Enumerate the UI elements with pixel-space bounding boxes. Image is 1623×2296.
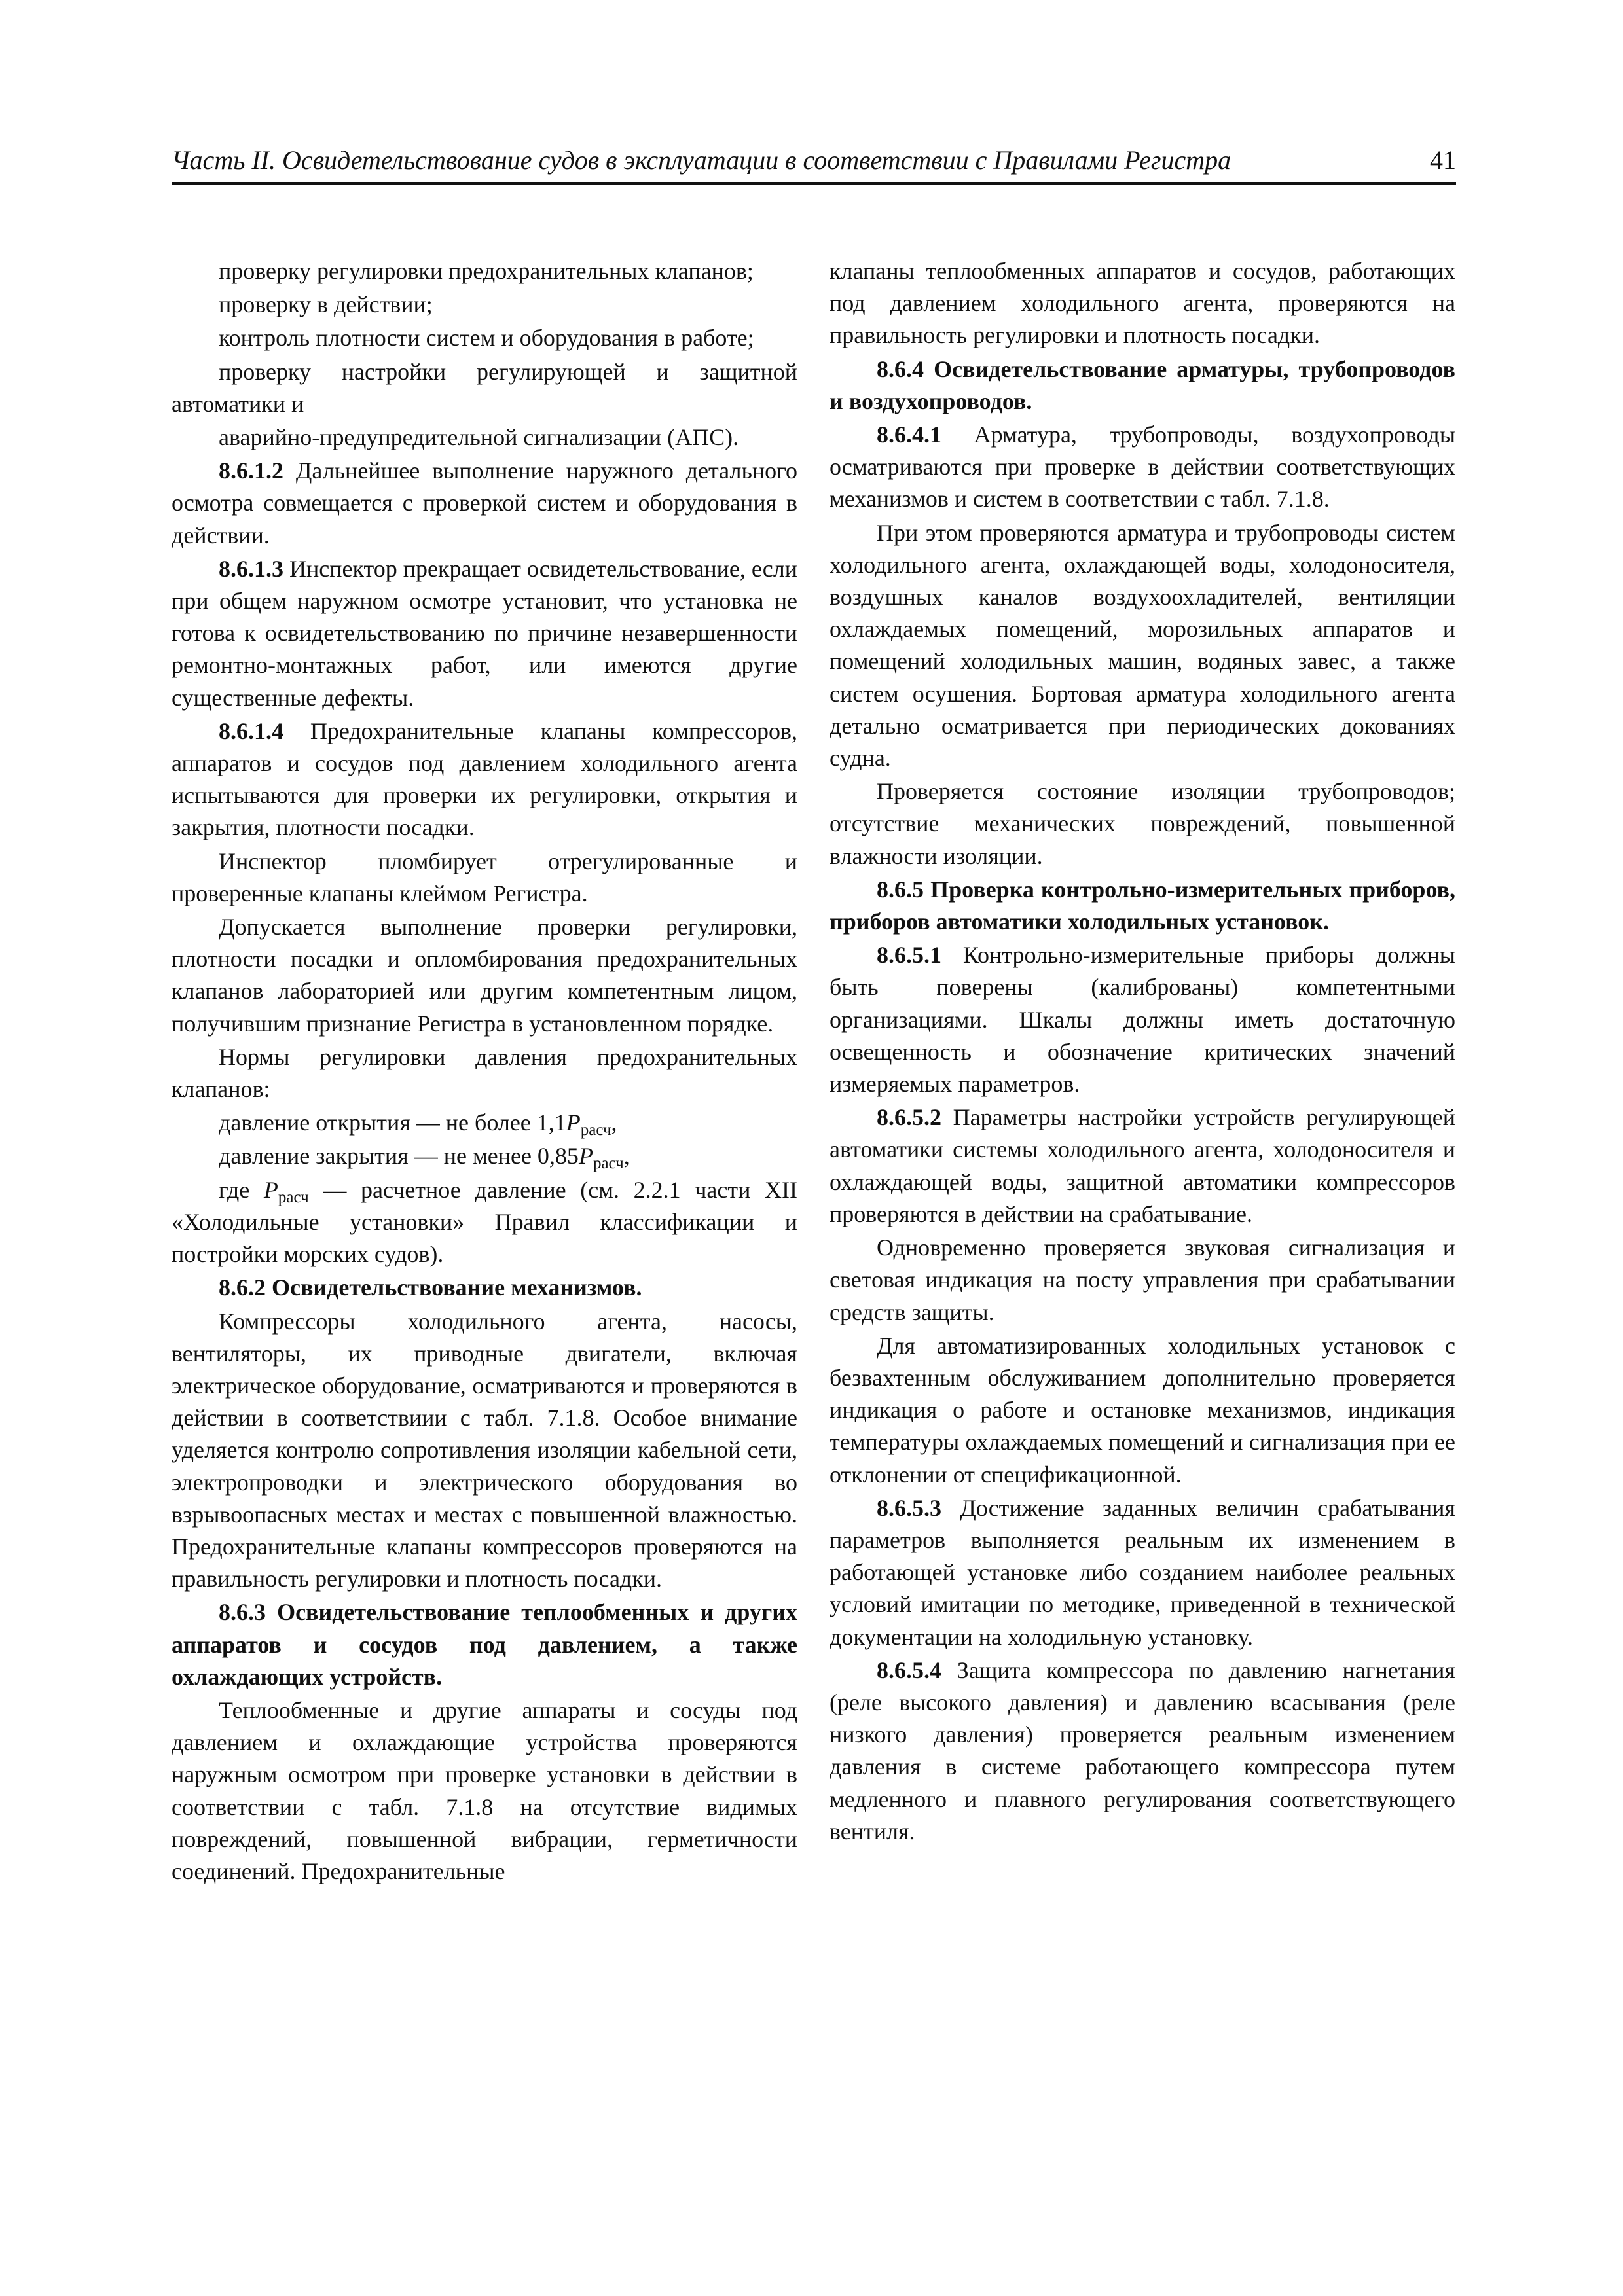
section-heading-8-6-2: 8.6.2 Освидетельствование механизмов. xyxy=(219,1274,642,1301)
page-number: 41 xyxy=(1430,145,1456,175)
clause-text: Защита компрессора по давлению нагнетания (реле высокого давления) и давлению всасывания (реле низкого давления) проверяется реальным изменением давления в системе работающего компрессора путем медленного и плавного регулирования соответствующего вентиля. xyxy=(830,1657,1455,1844)
clause-number: 8.6.1.2 xyxy=(219,457,283,484)
running-header xyxy=(172,139,1456,185)
clause-number: 8.6.1.3 xyxy=(219,555,283,582)
clause-text: Достижение заданных величин срабатывания параметров выполняется реальным их изменением в работающей установке либо созданием наиболее реальных условий имитации по методике, приведенной в технической документации на холодильную установку. xyxy=(830,1494,1455,1650)
paragraph: Одновременно проверяется звуковая сигнализация и световая индикация на посту управления при срабатывании средств защиты. xyxy=(830,1234,1455,1325)
paragraph: Инспектор пломбирует отрегулированные и проверенные клапаны клеймом Регистра. xyxy=(172,848,797,906)
clause-8-6-5-4 xyxy=(830,1655,1455,1848)
paragraph: проверку регулировки предохранительных клапанов; xyxy=(219,258,754,284)
clause-number: 8.6.5.2 xyxy=(877,1104,941,1131)
section-heading-8-6-4: 8.6.4 Освидетельствование арматуры, трубопроводов и воздухопроводов. xyxy=(830,355,1455,414)
clause-text: Параметры настройки устройств регулирующей автоматики системы холодильного агента, холодоносителя и охлаждающей воды, защитной автоматики компрессоров проверяются в действии на срабатывание. xyxy=(830,1104,1455,1227)
clause-number: 8.6.5.4 xyxy=(877,1657,941,1683)
left-column xyxy=(172,255,797,1889)
clause-text: Арматура, трубопроводы, воздухопроводы осматриваются при проверке в действии соответствующих механизмов и систем в соответствии с табл. 7.1.8. xyxy=(830,422,1455,512)
section-heading-8-6-3: 8.6.3 Освидетельствование теплообменных и других аппаратов и сосудов под давлением, а также охлаждающих устройств. xyxy=(172,1599,797,1690)
paragraph: Нормы регулировки давления предохранительных клапанов: xyxy=(172,1043,797,1103)
running-title: Часть II. Освидетельствование судов в эксплуатации в соответствии с Правилами Регистра xyxy=(172,145,1231,175)
clause-text: Дальнейшее выполнение наружного детального осмотра совмещается с проверкой систем и оборудования в действии. xyxy=(172,457,797,548)
close-pressure-line: давление закрытия — не менее $0,85P_{расч}$, xyxy=(219,1143,630,1173)
paragraph: контроль плотности систем и оборудования в работе; xyxy=(219,325,754,351)
paragraph: проверку в действии; xyxy=(219,291,433,318)
paragraph: Допускается выполнение проверки регулировки, плотности посадки и опломбирования предохранительных клапанов лабораторией или другим компетентным лицом, получившим признание Регистра в установленном порядке. xyxy=(172,914,797,1037)
clause-number: 8.6.1.4 xyxy=(219,717,283,744)
paragraph: аварийно-предупредительной сигнализации (АПС). xyxy=(219,424,739,451)
clause-text: Предохранительные клапаны компрессоров, аппаратов и сосудов под давлением холодильного агента испытываются для проверки их регулировки, открытия и закрытия, плотности посадки. xyxy=(172,717,797,841)
clause-8-6-5-3 xyxy=(830,1492,1455,1653)
clause-8-6-4-1 xyxy=(830,419,1455,516)
clause-number: 8.6.5.3 xyxy=(877,1494,941,1521)
clause-text: Контрольно-измерительные приборы должны быть поверены (калиброваны) компетентными организациями. Шкалы должны иметь достаточную освещенность и обозначение критических значений измеряемых параметров. xyxy=(830,942,1455,1098)
clause-text: Инспектор прекращает освидетельствование, если при общем наружном осмотре установит, что установка не готова к освидетельствованию по причине незавершенности ремонтно-монтажных работ, или имеются другие существенные дефекты. xyxy=(172,555,797,711)
where-definition: где $P_{расч}$ — расчетное давление (см. 2.2.1 части XII «Холодильные установки» Правил классификации и постройки морских судов). xyxy=(172,1176,797,1268)
clause-8-6-1-2 xyxy=(172,455,797,552)
paragraph: Проверяется состояние изоляции трубопроводов; отсутствие механических повреждений, повышенной влажности изоляции. xyxy=(830,778,1455,869)
clause-number: 8.6.4.1 xyxy=(877,422,941,448)
paragraph: Компрессоры холодильного агента, насосы, вентиляторы, их приводные двигатели, включая электрическое оборудование, осматриваются и проверяются в действии в соответствиии с табл. 7.1.8. Особое внимание уделяется контролю сопротивления изоляции кабельной сети, электропроводки и электрического оборудования во взрывоопасных местах и местах с повышенной влажностью. Предохранительные клапаны компрессоров проверяются на правильность регулировки и плотность посадки. xyxy=(172,1308,797,1592)
paragraph: При этом проверяются арматура и трубопроводы систем холодильного агента, охлаждающей воды, холодоносителя, воздушных каналов воздухоохладителей, вентиляции охлаждаемых помещений, морозильных аппаратов и помещений холодильных машин, водяных завес, а также систем осушения. Бортовая арматура холодильного агента детально осматривается при периодических докованиях судна. xyxy=(830,519,1455,772)
clause-8-6-1-4 xyxy=(172,715,797,844)
paragraph: клапаны теплообменных аппаратов и сосудов, работающих под давлением холодильного агента, проверяются на правильность регулировки и плотность посадки. xyxy=(830,258,1455,349)
paragraph: Теплообменные и другие аппараты и сосуды под давлением и охлаждающие устройства проверяются наружным осмотром при проверке установки в действии в соответствии с табл. 7.1.8 на отсутствие видимых повреждений, повышенной вибрации, герметичности соединений. Предохранительные xyxy=(172,1696,797,1884)
right-column xyxy=(830,255,1455,1849)
paragraph: проверку настройки регулирующей и защитной автоматики и xyxy=(172,358,797,417)
paragraph: Для автоматизированных холодильных установок с безвахтенным обслуживанием дополнительно проверяется индикация о работе и остановке механизмов, индикация температуры охлаждаемых помещений и сигнализация при ее отклонении от спецификационной. xyxy=(830,1332,1455,1488)
clause-8-6-5-1 xyxy=(830,939,1455,1100)
clause-8-6-5-2 xyxy=(830,1102,1455,1230)
section-heading-8-6-5: 8.6.5 Проверка контрольно-измерительных приборов, приборов автоматики холодильных установок. xyxy=(830,876,1455,935)
open-pressure-line: давление открытия — не более $1,1P_{расч}$, xyxy=(219,1109,617,1139)
clause-number: 8.6.5.1 xyxy=(877,942,941,969)
clause-8-6-1-3 xyxy=(172,553,797,714)
